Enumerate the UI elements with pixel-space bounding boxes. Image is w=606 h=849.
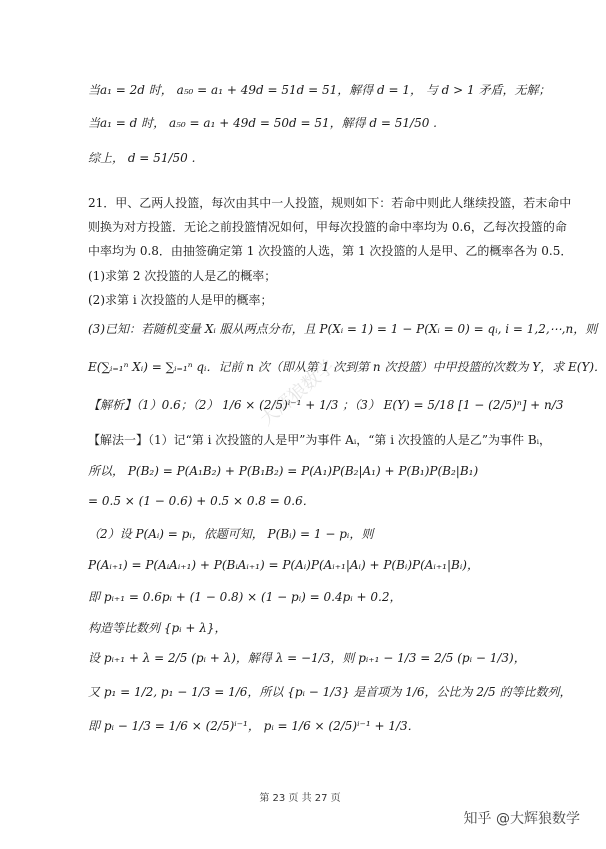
solution-1-intro: 【解法一】（1）记“第 i 次投篮的人是甲”为事件 Aᵢ，“第 i 次投篮的人是乙”为事件 Bᵢ，: [88, 433, 552, 447]
solution-2-eq-3: 设 pᵢ₊₁ + λ = 2/5 (pᵢ + λ)，解得 λ = −1/3，则 pᵢ₊₁ − 1/3 = 2/5 (pᵢ − 1/3)，: [88, 651, 526, 665]
solution-2-eq-4: 又 p₁ = 1/2, p₁ − 1/3 = 1/6，所以 {pᵢ − 1/3} 是首项为 1/6，公比为 2/5 的等比数列，: [88, 685, 572, 699]
text-line-3: 综上， d = 51/50 .: [88, 151, 196, 165]
problem-21-line-3: 中率均为 0.8．由抽签确定第 1 次投篮的人选，第 1 次投篮的人是甲、乙的概率各为 0.5．: [88, 244, 573, 258]
problem-21-line-1: 21．甲、乙两人投篮，每次由其中一人投篮，规则如下：若命中则此人继续投篮，若末命中: [88, 196, 572, 210]
solution-1-eq-2: = 0.5 × (1 − 0.6) + 0.5 × 0.8 = 0.6．: [88, 494, 315, 508]
question-3-expectation: E(∑ᵢ₌₁ⁿ Xᵢ) = ∑ᵢ₌₁ⁿ qᵢ．记前 n 次（即从第 1 次到第 n 次投篮）中甲投篮的次数为 Y，求 E(Y)．: [88, 360, 606, 374]
watermark-stamp: 大辉狼数学: [256, 356, 339, 431]
solution-1-eq-1: 所以， P(B₂) = P(A₁B₂) + P(B₁B₂) = P(A₁)P(B₂|A₁) + P(B₁)P(B₂|B₁): [88, 464, 479, 478]
question-2: (2)求第 i 次投篮的人是甲的概率；: [88, 293, 273, 307]
solution-2-eq-2: 即 pᵢ₊₁ = 0.6pᵢ + (1 − 0.8) × (1 − pᵢ) = 0.4pᵢ + 0.2，: [88, 590, 402, 604]
text-line-1: 当a₁ = 2d 时， a₅₀ = a₁ + 49d = 51d = 51，解得 d = 1， 与 d > 1 矛盾，无解；: [88, 83, 551, 97]
question-3: (3)已知：若随机变量 Xᵢ 服从两点分布，且 P(Xᵢ = 1) = 1 − P(Xᵢ = 0) = qᵢ, i = 1,2,⋯,n，则: [88, 322, 598, 336]
problem-21-line-2: 则换为对方投篮．无论之前投篮情况如何，甲每次投篮的命中率均为 0.6，乙每次投篮的命: [88, 220, 567, 234]
solution-2-eq-1: P(Aᵢ₊₁) = P(AᵢAᵢ₊₁) + P(BᵢAᵢ₊₁) = P(Aᵢ)P(Aᵢ₊₁|Aᵢ) + P(Bᵢ)P(Aᵢ₊₁|Bᵢ)，: [88, 558, 479, 572]
solution-2-construct: 构造等比数列 {pᵢ + λ}，: [88, 621, 227, 635]
text-line-2: 当a₁ = d 时， a₅₀ = a₁ + 49d = 50d = 51，解得 d = 51/50 .: [88, 116, 437, 130]
solution-2-intro: （2）设 P(Aᵢ) = pᵢ，依题可知， P(Bᵢ) = 1 − pᵢ，则: [88, 527, 374, 541]
answer-summary: 【解析】（1）0.6；（2） 1/6 × (2/5)ⁱ⁻¹ + 1/3 ；（3） E(Y) = 5/18 [1 − (2/5)ⁿ] + n/3: [88, 398, 564, 412]
page-footer: 第 23 页 共 27 页: [259, 793, 341, 804]
solution-2-final: 即 pᵢ − 1/3 = 1/6 × (2/5)ⁱ⁻¹， pᵢ = 1/6 × (2/5)ⁱ⁻¹ + 1/3．: [88, 719, 420, 733]
question-1: (1)求第 2 次投篮的人是乙的概率；: [88, 269, 277, 283]
site-watermark: 知乎 @大辉狼数学: [463, 811, 580, 827]
